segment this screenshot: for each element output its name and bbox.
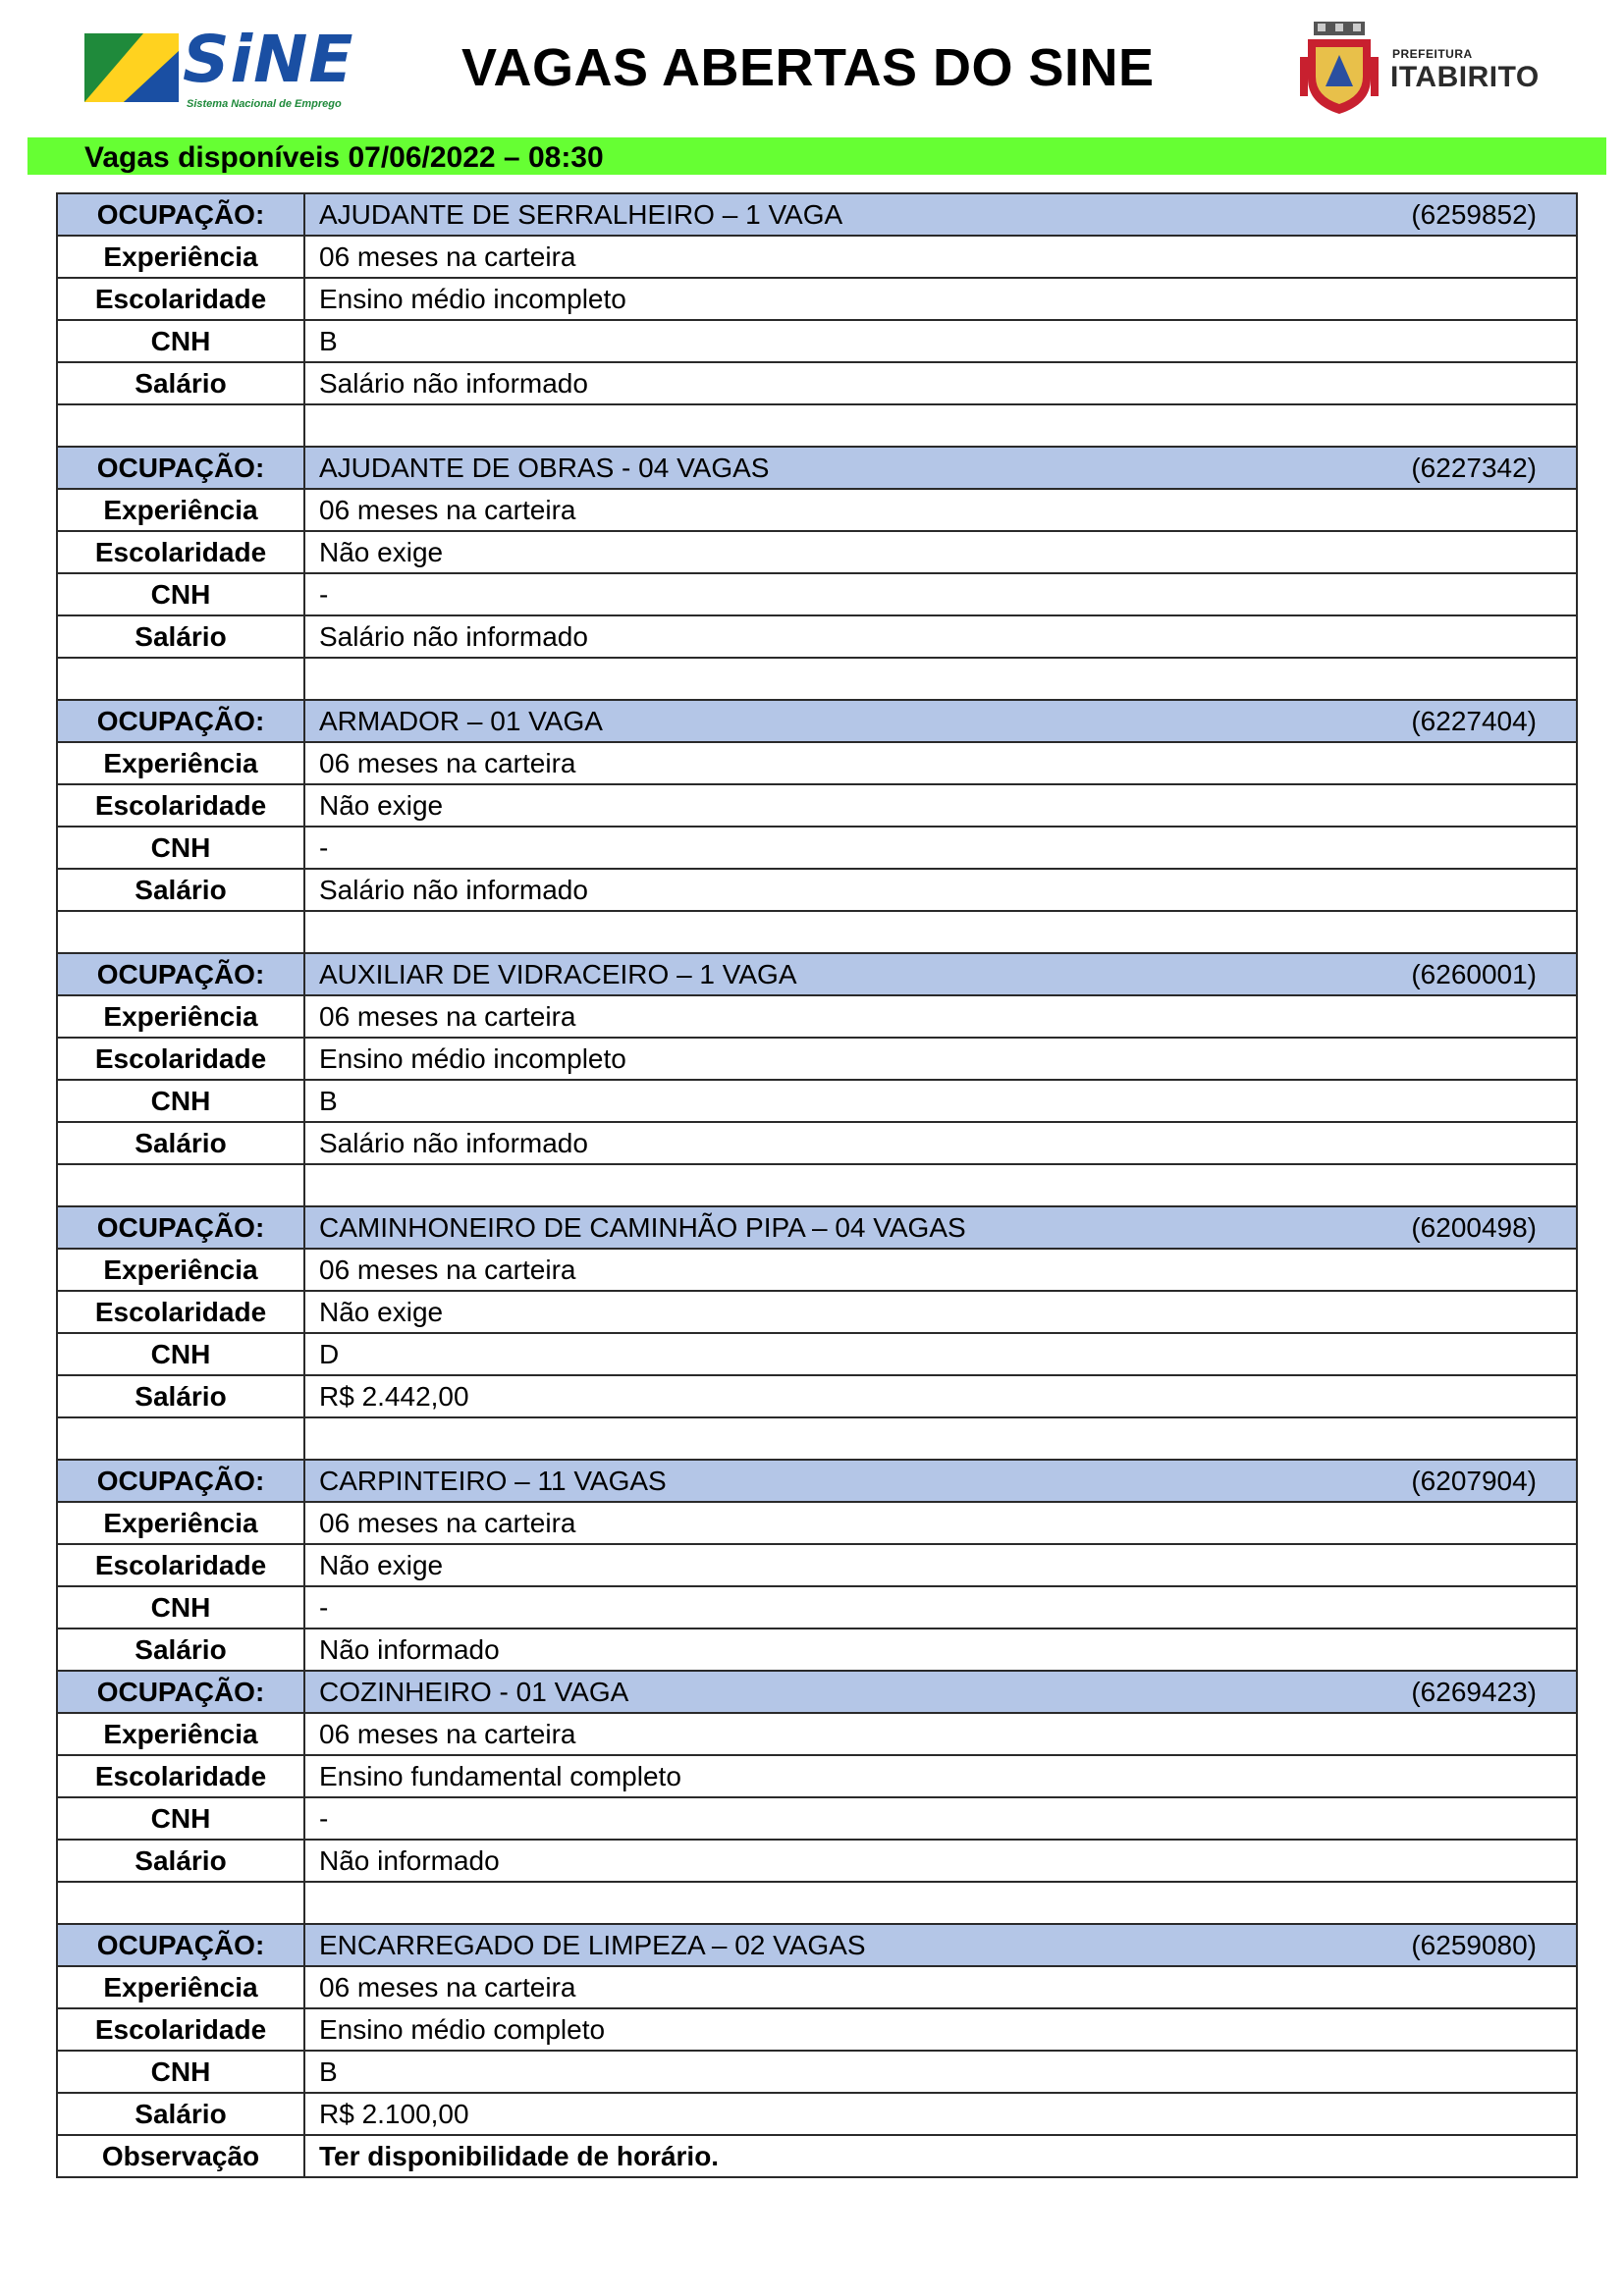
brazil-flag-icon <box>84 33 179 102</box>
schooling-row-value <box>304 2008 1577 2051</box>
experience-row-label: Experiência <box>57 1502 304 1544</box>
schooling-row-value <box>304 1291 1577 1333</box>
occupation-row-value <box>304 953 1577 995</box>
salary-row-value <box>304 1840 1577 1882</box>
salary-row-label: Salário <box>57 1629 304 1671</box>
schooling-row-value <box>304 531 1577 573</box>
salary-row-value <box>304 2093 1577 2135</box>
date-bar-text: Vagas disponíveis 07/06/2022 – 08:30 <box>84 141 604 174</box>
experience-row-value <box>304 742 1577 784</box>
schooling-row <box>57 1038 1577 1080</box>
salary-row <box>57 1629 1577 1671</box>
spacer-row-value <box>304 1164 1577 1206</box>
salary-row <box>57 615 1577 658</box>
schooling-row <box>57 531 1577 573</box>
job-code: (6227404) <box>1411 706 1537 736</box>
spacer-row <box>57 404 1577 447</box>
spacer-row-value <box>304 404 1577 447</box>
experience-row-value <box>304 1966 1577 2008</box>
schooling-row <box>57 2008 1577 2051</box>
occupation-row <box>57 700 1577 742</box>
experience-row-label: Experiência <box>57 236 304 278</box>
salary-row <box>57 1375 1577 1417</box>
experience-row <box>57 489 1577 531</box>
salary-row-text: R$ 2.442,00 <box>319 1381 469 1412</box>
salary-row-label: Salário <box>57 615 304 658</box>
occupation-row-text: AJUDANTE DE OBRAS - 04 VAGAS <box>319 453 770 483</box>
job-code: (6259080) <box>1411 1930 1537 1960</box>
spacer-row-value <box>304 1417 1577 1460</box>
experience-row-text: 06 meses na carteira <box>319 1508 576 1538</box>
sine-logo-subtitle: Sistema Nacional de Emprego <box>187 98 342 110</box>
experience-row-text: 06 meses na carteira <box>319 1972 576 2002</box>
experience-row-text: 06 meses na carteira <box>319 241 576 272</box>
occupation-row-value <box>304 1460 1577 1502</box>
job-code: (6260001) <box>1411 959 1537 989</box>
schooling-row-value <box>304 1544 1577 1586</box>
spacer-row-value <box>304 658 1577 700</box>
schooling-row <box>57 1755 1577 1797</box>
license-row <box>57 573 1577 615</box>
occupation-row <box>57 1206 1577 1249</box>
schooling-row-text: Não exige <box>319 1297 444 1327</box>
job-table <box>56 192 1578 2178</box>
schooling-row-value <box>304 1755 1577 1797</box>
schooling-row-value <box>304 1038 1577 1080</box>
salary-row-value <box>304 1375 1577 1417</box>
experience-row <box>57 1249 1577 1291</box>
occupation-row-text: CARPINTEIRO – 11 VAGAS <box>319 1466 667 1496</box>
experience-row-label: Experiência <box>57 742 304 784</box>
job-code: (6269423) <box>1411 1677 1537 1707</box>
spacer-row-label <box>57 1882 304 1924</box>
salary-row-text: Salário não informado <box>319 621 588 652</box>
occupation-row-label: OCUPAÇÃO: <box>57 700 304 742</box>
license-row-label: CNH <box>57 1586 304 1629</box>
experience-row-text: 06 meses na carteira <box>319 748 576 778</box>
observation-row <box>57 2135 1577 2177</box>
salary-row-text: Salário não informado <box>319 1128 588 1158</box>
occupation-row <box>57 1671 1577 1713</box>
salary-row-text: Salário não informado <box>319 368 588 399</box>
license-row-label: CNH <box>57 827 304 869</box>
salary-row-value <box>304 1629 1577 1671</box>
salary-row-value <box>304 362 1577 404</box>
license-row-text: B <box>319 326 338 356</box>
spacer-row <box>57 1164 1577 1206</box>
experience-row-label: Experiência <box>57 489 304 531</box>
schooling-row <box>57 278 1577 320</box>
license-row-value <box>304 1080 1577 1122</box>
salary-row-value <box>304 869 1577 911</box>
license-row-label: CNH <box>57 1080 304 1122</box>
license-row <box>57 827 1577 869</box>
license-row-value <box>304 1333 1577 1375</box>
license-row-value <box>304 573 1577 615</box>
schooling-row <box>57 1544 1577 1586</box>
license-row-label: CNH <box>57 2051 304 2093</box>
experience-row <box>57 236 1577 278</box>
sine-logo-text: SiNE <box>183 22 354 97</box>
occupation-row-label: OCUPAÇÃO: <box>57 1460 304 1502</box>
occupation-row-value <box>304 1671 1577 1713</box>
spacer-row-label <box>57 658 304 700</box>
experience-row-value <box>304 1713 1577 1755</box>
prefeitura-logo <box>1298 22 1540 116</box>
experience-row-label: Experiência <box>57 1713 304 1755</box>
occupation-row-label: OCUPAÇÃO: <box>57 953 304 995</box>
license-row-label: CNH <box>57 1333 304 1375</box>
occupation-row-label: OCUPAÇÃO: <box>57 1206 304 1249</box>
occupation-row-value <box>304 1206 1577 1249</box>
license-row-text: D <box>319 1339 340 1369</box>
experience-row <box>57 742 1577 784</box>
city-name: ITABIRITO <box>1390 61 1540 93</box>
license-row <box>57 1797 1577 1840</box>
experience-row <box>57 1966 1577 2008</box>
experience-row-label: Experiência <box>57 1966 304 2008</box>
salary-row-value <box>304 615 1577 658</box>
salary-row <box>57 869 1577 911</box>
occupation-row-label: OCUPAÇÃO: <box>57 193 304 236</box>
license-row-text: - <box>319 1592 329 1623</box>
schooling-row-label: Escolaridade <box>57 1291 304 1333</box>
license-row-text: - <box>319 832 329 863</box>
experience-row-text: 06 meses na carteira <box>319 495 576 525</box>
experience-row-value <box>304 1502 1577 1544</box>
license-row <box>57 1586 1577 1629</box>
occupation-row <box>57 447 1577 489</box>
occupation-row-value <box>304 447 1577 489</box>
spacer-row-value <box>304 1882 1577 1924</box>
job-code: (6259852) <box>1411 199 1537 230</box>
spacer-row-label <box>57 911 304 953</box>
license-row-value <box>304 2051 1577 2093</box>
license-row-value <box>304 827 1577 869</box>
license-row-label: CNH <box>57 1797 304 1840</box>
salary-row-text: Não informado <box>319 1634 500 1665</box>
prefeitura-label: PREFEITURA <box>1392 47 1473 61</box>
experience-row <box>57 1502 1577 1544</box>
job-code: (6207904) <box>1411 1466 1537 1496</box>
spacer-row <box>57 1882 1577 1924</box>
occupation-row-text: CAMINHONEIRO DE CAMINHÃO PIPA – 04 VAGAS <box>319 1212 966 1243</box>
schooling-row-label: Escolaridade <box>57 1544 304 1586</box>
spacer-row <box>57 658 1577 700</box>
schooling-row-text: Ensino médio completo <box>319 2014 606 2045</box>
schooling-row-text: Não exige <box>319 1550 444 1580</box>
experience-row-text: 06 meses na carteira <box>319 1255 576 1285</box>
license-row <box>57 2051 1577 2093</box>
experience-row-value <box>304 236 1577 278</box>
observation-row-label: Observação <box>57 2135 304 2177</box>
job-listings <box>56 192 1578 2178</box>
experience-row-value <box>304 1249 1577 1291</box>
license-row-value <box>304 320 1577 362</box>
spacer-row <box>57 1417 1577 1460</box>
job-code: (6200498) <box>1411 1212 1537 1243</box>
schooling-row-label: Escolaridade <box>57 278 304 320</box>
schooling-row <box>57 784 1577 827</box>
salary-row <box>57 362 1577 404</box>
experience-row-label: Experiência <box>57 995 304 1038</box>
occupation-row-text: COZINHEIRO - 01 VAGA <box>319 1677 629 1707</box>
occupation-row-value <box>304 1924 1577 1966</box>
occupation-row-label: OCUPAÇÃO: <box>57 1671 304 1713</box>
observation-row-value <box>304 2135 1577 2177</box>
occupation-row-text: AUXILIAR DE VIDRACEIRO – 1 VAGA <box>319 959 797 989</box>
license-row-label: CNH <box>57 573 304 615</box>
schooling-row-text: Ensino fundamental completo <box>319 1761 681 1791</box>
license-row <box>57 1080 1577 1122</box>
schooling-row-label: Escolaridade <box>57 784 304 827</box>
job-code: (6227342) <box>1411 453 1537 483</box>
license-row-text: B <box>319 1086 338 1116</box>
experience-row <box>57 995 1577 1038</box>
experience-row <box>57 1713 1577 1755</box>
salary-row-label: Salário <box>57 2093 304 2135</box>
salary-row-value <box>304 1122 1577 1164</box>
license-row-text: B <box>319 2056 338 2087</box>
date-bar <box>27 137 1606 175</box>
page-title: VAGAS ABERTAS DO SINE <box>461 38 1155 97</box>
salary-row-text: R$ 2.100,00 <box>319 2099 469 2129</box>
license-row <box>57 320 1577 362</box>
experience-row-value <box>304 995 1577 1038</box>
occupation-row-text: AJUDANTE DE SERRALHEIRO – 1 VAGA <box>319 199 843 230</box>
salary-row-text: Não informado <box>319 1845 500 1876</box>
occupation-row-text: ENCARREGADO DE LIMPEZA – 02 VAGAS <box>319 1930 866 1960</box>
schooling-row <box>57 1291 1577 1333</box>
schooling-row-label: Escolaridade <box>57 1755 304 1797</box>
license-row-value <box>304 1797 1577 1840</box>
license-row-value <box>304 1586 1577 1629</box>
salary-row-label: Salário <box>57 1122 304 1164</box>
salary-row <box>57 1840 1577 1882</box>
schooling-row-text: Ensino médio incompleto <box>319 1043 626 1074</box>
occupation-row <box>57 953 1577 995</box>
occupation-row-value <box>304 193 1577 236</box>
occupation-row-label: OCUPAÇÃO: <box>57 1924 304 1966</box>
spacer-row-label <box>57 1164 304 1206</box>
salary-row <box>57 2093 1577 2135</box>
spacer-row <box>57 911 1577 953</box>
experience-row-text: 06 meses na carteira <box>319 1719 576 1749</box>
spacer-row-label <box>57 1417 304 1460</box>
schooling-row-text: Não exige <box>319 537 444 567</box>
occupation-row-text: ARMADOR – 01 VAGA <box>319 706 603 736</box>
occupation-row <box>57 1460 1577 1502</box>
license-row-text: - <box>319 579 329 610</box>
salary-row-label: Salário <box>57 1375 304 1417</box>
salary-row-label: Salário <box>57 1840 304 1882</box>
salary-row-label: Salário <box>57 869 304 911</box>
schooling-row-label: Escolaridade <box>57 2008 304 2051</box>
sine-logo <box>84 24 359 114</box>
salary-row-text: Salário não informado <box>319 875 588 905</box>
spacer-row-value <box>304 911 1577 953</box>
schooling-row-text: Não exige <box>319 790 444 821</box>
experience-row-text: 06 meses na carteira <box>319 1001 576 1032</box>
schooling-row-label: Escolaridade <box>57 1038 304 1080</box>
license-row-label: CNH <box>57 320 304 362</box>
experience-row-value <box>304 489 1577 531</box>
city-coat-of-arms-icon <box>1298 22 1380 116</box>
salary-row-label: Salário <box>57 362 304 404</box>
license-row-text: - <box>319 1803 329 1834</box>
experience-row-label: Experiência <box>57 1249 304 1291</box>
spacer-row-label <box>57 404 304 447</box>
schooling-row-label: Escolaridade <box>57 531 304 573</box>
salary-row <box>57 1122 1577 1164</box>
occupation-row-value <box>304 700 1577 742</box>
schooling-row-value <box>304 278 1577 320</box>
occupation-row <box>57 1924 1577 1966</box>
observation-row-text: Ter disponibilidade de horário. <box>319 2141 720 2171</box>
schooling-row-text: Ensino médio incompleto <box>319 284 626 314</box>
occupation-row <box>57 193 1577 236</box>
schooling-row-value <box>304 784 1577 827</box>
page-header <box>0 0 1624 137</box>
occupation-row-label: OCUPAÇÃO: <box>57 447 304 489</box>
license-row <box>57 1333 1577 1375</box>
